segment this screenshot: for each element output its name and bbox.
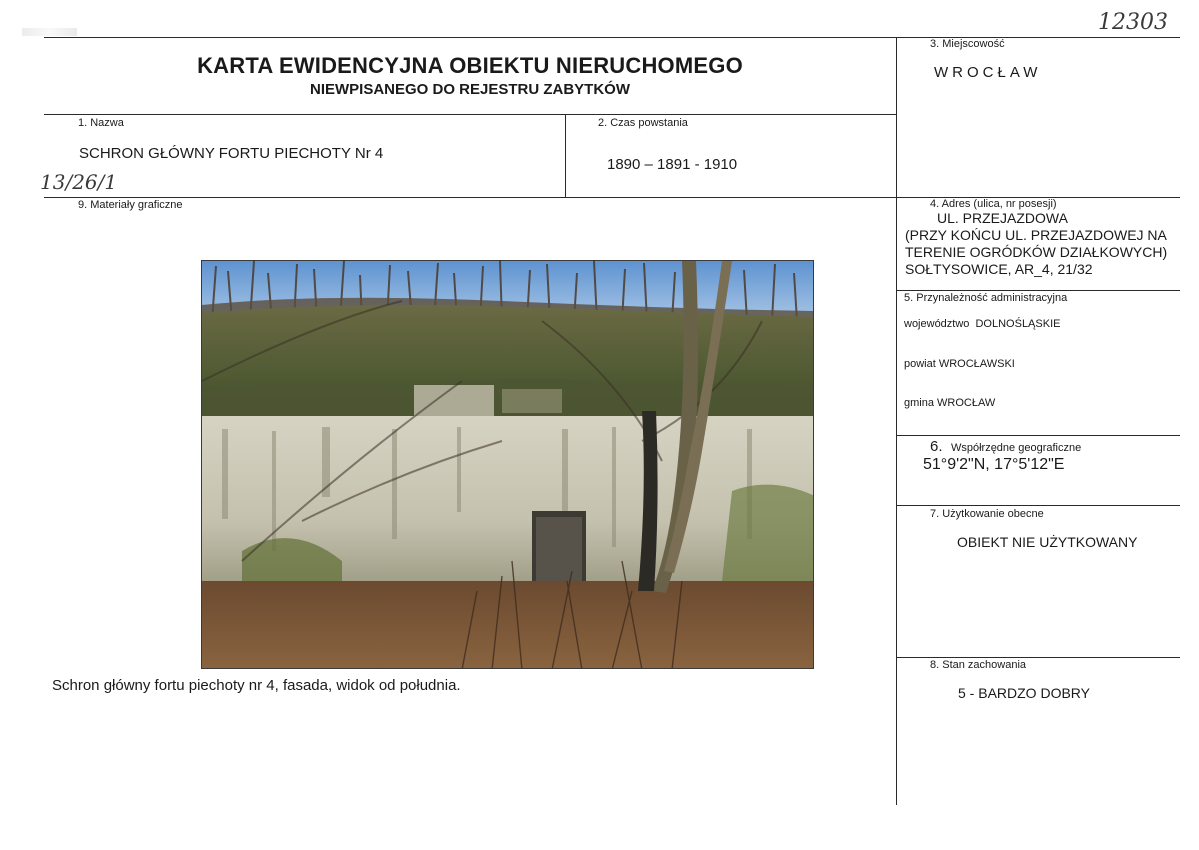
bunker-photo (201, 260, 814, 669)
materialy-label: 9. Materiały graficzne (78, 199, 183, 211)
wojewodztwo-row (904, 318, 1060, 330)
nazwa-czas-divider (565, 114, 566, 197)
coords-bottom-rule (896, 505, 1180, 506)
wojewodztwo-value: DOLNOŚLĄSKIE (975, 318, 1061, 330)
adres-value (905, 210, 1167, 278)
powiat-value: powiat WROCŁAWSKI (904, 358, 1015, 370)
uzytkowanie-label: 7. Użytkowanie obecne (930, 508, 1044, 520)
miejscowosc-label: 3. Miejscowość (930, 38, 1005, 50)
top-rule (44, 37, 1180, 38)
adres-line-4: SOŁTYSOWICE, AR_4, 21/32 (905, 261, 1093, 277)
wspolrzedne-number: 6. (930, 438, 943, 455)
title-bottom-rule (44, 114, 896, 115)
right-column-divider (896, 37, 897, 805)
adres-line-2: (PRZY KOŃCU UL. PRZEJAZDOWEJ NA (905, 227, 1167, 243)
handwritten-margin-note: 13/26/1 (40, 170, 118, 194)
stan-label: 8. Stan zachowania (930, 659, 1027, 671)
stan-value: 5 - BARDZO DOBRY (958, 685, 1090, 701)
przynaleznosc-label: 5. Przynależność administracyjna (904, 292, 1068, 304)
nazwa-label: 1. Nazwa (78, 117, 124, 129)
photo-caption: Schron główny fortu piechoty nr 4, fasada, widok od południa. (52, 677, 461, 694)
handwritten-number: 12303 (1098, 10, 1168, 35)
admin-bottom-rule (896, 435, 1180, 436)
address-bottom-rule (896, 290, 1180, 291)
czas-powstania-label: 2. Czas powstania (598, 117, 688, 129)
wojewodztwo-prefix: województwo (904, 318, 970, 330)
wspolrzedne-label: Współrzędne geograficzne (950, 442, 1082, 454)
usage-bottom-rule (896, 657, 1180, 658)
uzytkowanie-value: OBIEKT NIE UŻYTKOWANY (957, 534, 1138, 550)
document-title: KARTA EWIDENCYJNA OBIEKTU NIERUCHOMEGO (197, 53, 743, 78)
nazwa-value: SCHRON GŁÓWNY FORTU PIECHOTY Nr 4 (79, 145, 384, 162)
czas-powstania-value: 1890 – 1891 - 1910 (607, 156, 738, 173)
wspolrzedne-label-row (930, 438, 1081, 456)
scan-mark (22, 28, 77, 36)
adres-line-3: TERENIE OGRÓDKÓW DZIAŁKOWYCH) (905, 244, 1168, 260)
document-subtitle: NIEWPISANEGO DO REJESTRU ZABYTKÓW (309, 81, 631, 98)
adres-label: 4. Adres (ulica, nr posesji) (930, 198, 1057, 210)
wspolrzedne-value: 51°9'2"N, 17°5'12"E (923, 456, 1065, 473)
gmina-value: gmina WROCŁAW (904, 397, 996, 409)
miejscowosc-value: WROCŁAW (934, 64, 1042, 81)
adres-line-1: UL. PRZEJAZDOWA (937, 210, 1068, 226)
